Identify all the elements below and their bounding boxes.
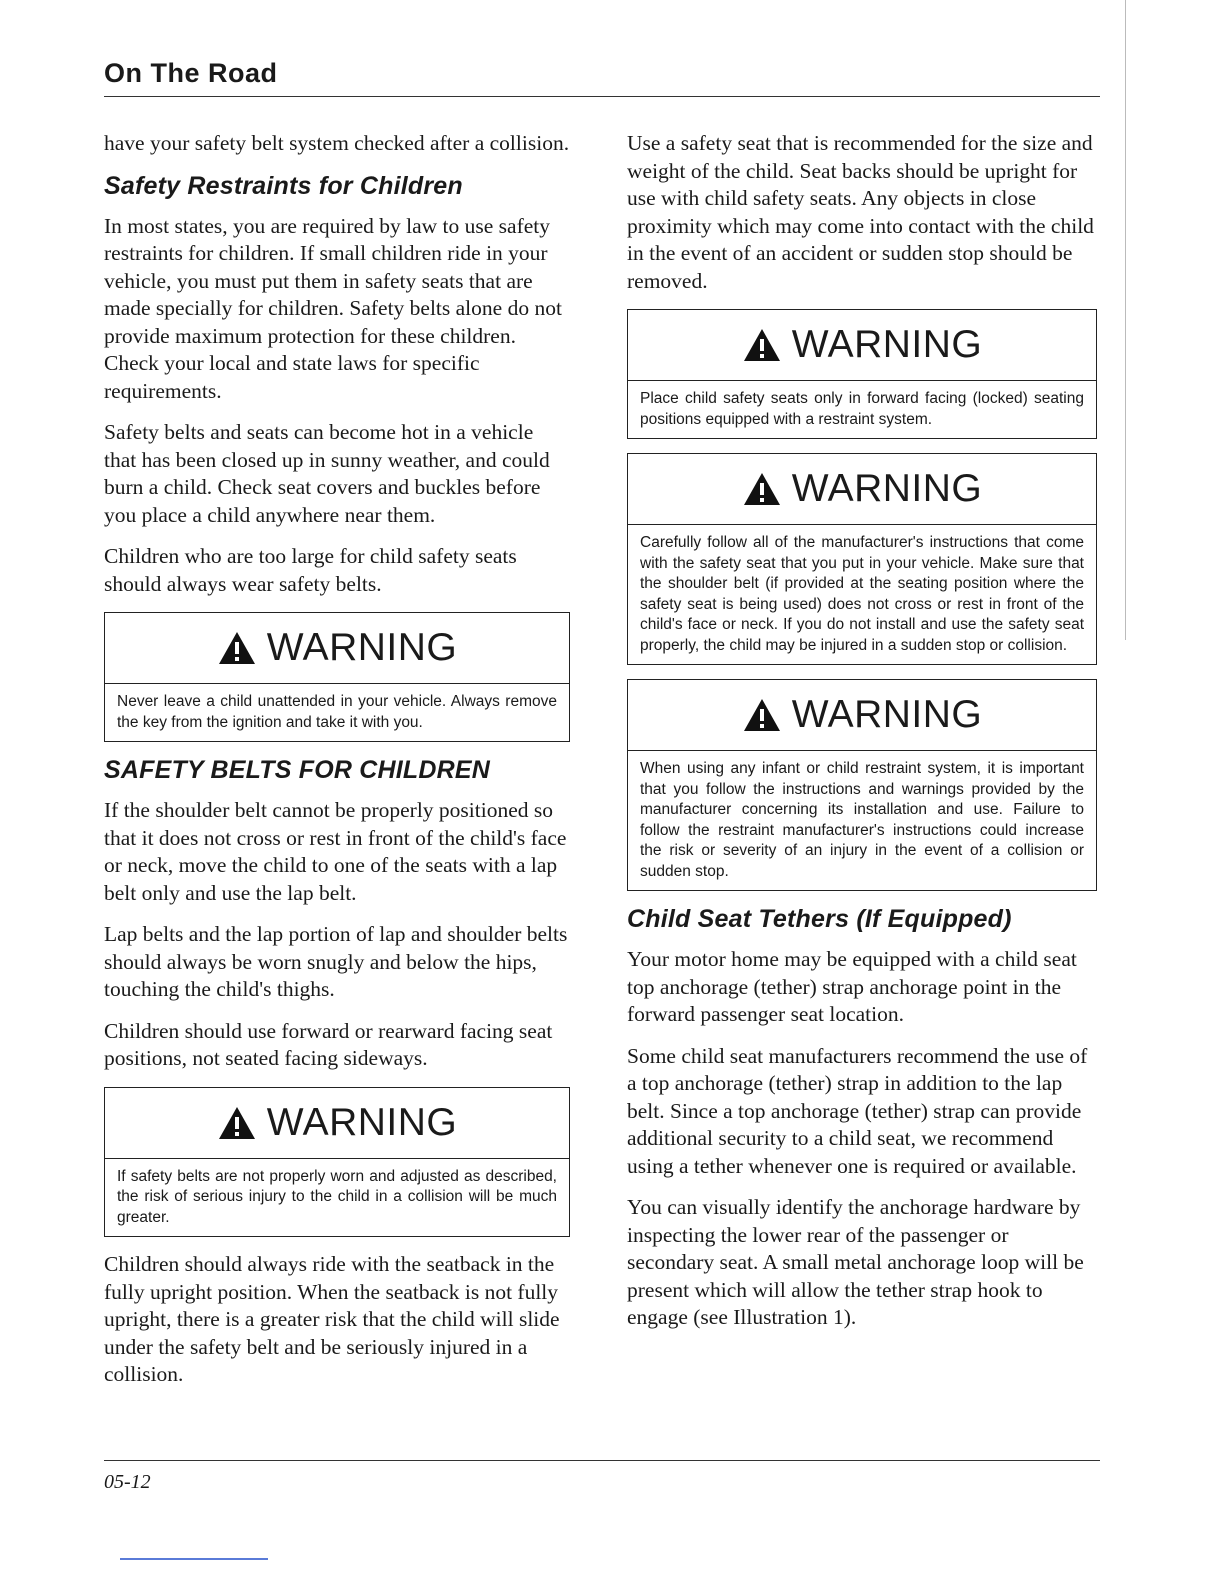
warning-box — [627, 679, 1097, 891]
warning-text: When using any infant or child restraint system, it is important that you follow the instructions and warnings provided by the manufacturer concerning its installation and use. Failure to follow the restraint manufacturer's instructions could increase the risk or severity of an injury in the event of a collision or sudden stop. — [640, 760, 1084, 880]
paragraph: Safety belts and seats can become hot in a vehicle that has been closed up in sunny weather, and could burn a child. Check seat covers and buckles before you place a child anywhere near them. — [104, 420, 550, 527]
warning-triangle-icon — [742, 327, 782, 363]
warning-header — [628, 454, 1096, 525]
warning-box — [104, 1087, 570, 1238]
paragraph: If the shoulder belt cannot be properly positioned so that it does not cross or rest in front of the child's face or neck, move the child to one of the seats with a lap belt only and use the lap belt. — [104, 798, 567, 905]
warning-text: Place child safety seats only in forward facing (locked) seating positions equipped with a restraint system. — [640, 390, 1084, 428]
warning-label: WARNING — [791, 693, 983, 736]
warning-text: Carefully follow all of the manufacturer's instructions that come with the safety seat that you put in your vehicle. Make sure that the shoulder belt (if provided at the seating position where the safety seat is being used) does not cross or rest in front of the child's face or neck. If you do not install and use the safety seat properly, the child may be injured in a sudden stop or collision. — [640, 534, 1084, 654]
page-header — [104, 58, 1100, 89]
scan-edge-line — [1125, 0, 1126, 640]
header-rule — [104, 96, 1100, 97]
paragraph: Some child seat manufacturers recommend the use of a top anchorage (tether) strap in addition to the lap belt. Since a top anchorage (tether) strap can provide additional security to a child seat, we recommend using a tether whenever one is required or available. — [627, 1043, 1088, 1178]
warning-triangle-icon — [742, 471, 782, 507]
warning-label: WARNING — [266, 626, 458, 669]
paragraph: Children should use forward or rearward facing seat positions, not seated facing sideways. — [104, 1018, 553, 1070]
heading-child-seat-tethers: Child Seat Tethers (If Equipped) — [627, 905, 1012, 933]
page-footer — [104, 1460, 1100, 1494]
footer-rule — [104, 1460, 1100, 1461]
paragraph: In most states, you are required by law to use safety restraints for children. If small children ride in your vehicle, you must put them in safety seats that are made specially for children. Safety belts alone do not provide maximum protection for these children. Check your local and state laws for specific requirements. — [104, 213, 562, 403]
paragraph: Children should always ride with the seatback in the fully upright position. When the seatback is not fully upright, there is a greater risk that the child will slide under the safety belt and be seriously injured in a collision. — [104, 1252, 560, 1386]
heading-safety-restraints: Safety Restraints for Children — [104, 171, 463, 200]
page-number: 05-12 — [104, 1471, 151, 1493]
warning-box — [627, 453, 1097, 665]
right-column — [627, 130, 1097, 1346]
warning-triangle-icon — [742, 697, 782, 733]
section-title: On The Road — [104, 58, 278, 88]
warning-triangle-icon — [217, 630, 257, 666]
paragraph: Use a safety seat that is recommended for the size and weight of the child. Seat backs should be upright for use with child safety seats. Any objects in close proximity which may come into contact with the child in the event of an accident or sudden stop should be removed. — [627, 131, 1094, 293]
warning-triangle-icon — [217, 1105, 257, 1141]
bottom-accent-line — [120, 1558, 268, 1560]
heading-safety-belts-children: SAFETY BELTS FOR CHILDREN — [104, 756, 491, 784]
paragraph: You can visually identify the anchorage hardware by inspecting the lower rear of the passenger or secondary seat. A small metal anchorage loop will be present which will allow the tether strap hook to engage (see Illustration 1). — [627, 1195, 1084, 1329]
paragraph: Lap belts and the lap portion of lap and shoulder belts should always be worn snugly and below the hips, touching the child's thighs. — [104, 922, 568, 1001]
warning-header — [628, 310, 1096, 381]
paragraph: Your motor home may be equipped with a child seat top anchorage (tether) strap anchorage point in the forward passenger seat location. — [627, 947, 1077, 1026]
warning-label: WARNING — [266, 1100, 458, 1144]
warning-box — [627, 309, 1097, 439]
warning-label: WARNING — [791, 467, 983, 510]
paragraph: Children who are too large for child safety seats should always wear safety belts. — [104, 544, 517, 596]
paragraph: have your safety belt system checked after a collision. — [104, 131, 570, 155]
warning-header — [105, 1088, 569, 1159]
warning-header — [105, 613, 569, 684]
warning-label: WARNING — [791, 323, 983, 366]
warning-box — [104, 612, 570, 742]
warning-text: If safety belts are not properly worn and adjusted as described, the risk of serious injury to the child in a collision will be much greater. — [117, 1167, 557, 1226]
warning-text: Never leave a child unattended in your vehicle. Always remove the key from the ignition and take it with you. — [117, 693, 557, 731]
left-column — [104, 130, 570, 1403]
warning-header — [628, 680, 1096, 751]
